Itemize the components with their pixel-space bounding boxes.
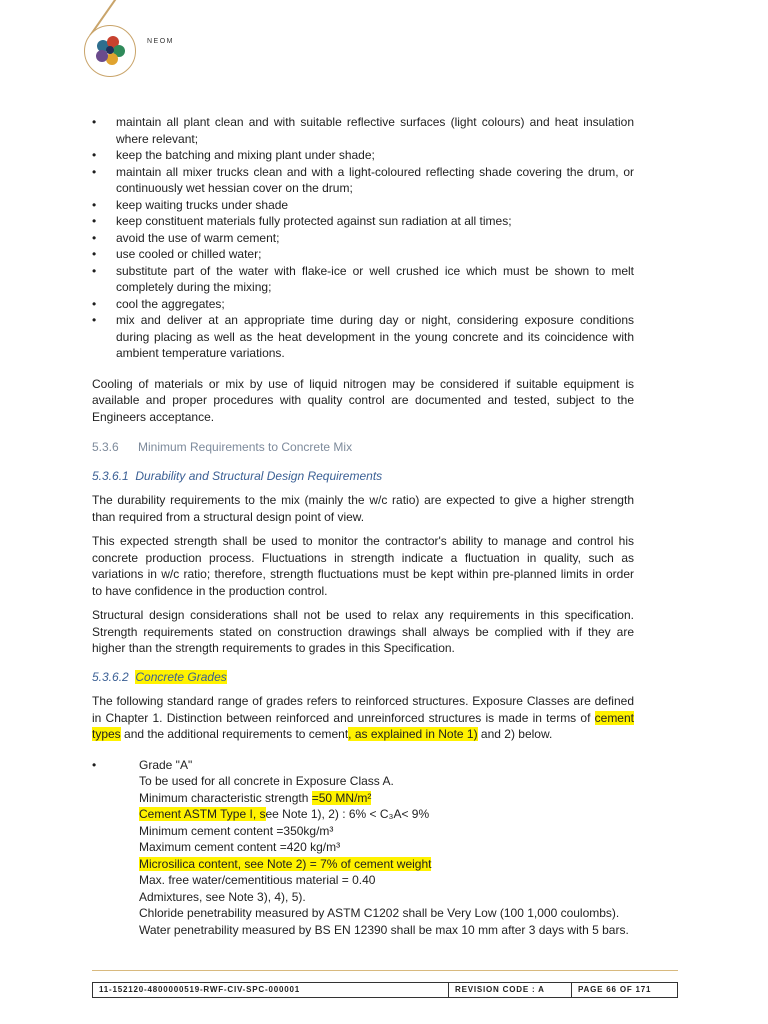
paragraph-durability: The durability requirements to the mix (mainly the w/c ratio) are expected to give a higher strength than required from a structural design point of view. bbox=[92, 493, 634, 524]
grade-max-cement: Maximum cement content =420 kg/m³ bbox=[139, 840, 341, 854]
paragraph-cooling: Cooling of materials or mix by use of liquid nitrogen may be considered if suitable equipment is available and proper procedures with quality control are documented and tested, subject to the Engineers acceptance. bbox=[92, 376, 634, 424]
text-span: Minimum characteristic strength bbox=[139, 790, 312, 805]
highlight-cement-type: Cement ASTM Type I, s bbox=[139, 807, 266, 821]
highlight-strength: =50 MN/m² bbox=[311, 790, 372, 805]
list-item: • maintain all plant clean and with suitable reflective surfaces (light colours) and heat insulation where relevant; bbox=[92, 114, 634, 147]
grade-microsilica bbox=[139, 856, 634, 873]
footer-revision: REVISION CODE : A bbox=[448, 982, 571, 998]
footer-page-number: PAGE 66 OF 171 bbox=[571, 982, 678, 998]
section-heading-5-3-6 bbox=[92, 439, 634, 456]
text-span: and 2) below. bbox=[477, 727, 553, 741]
footer bbox=[92, 982, 678, 998]
list-item: • use cooled or chilled water; bbox=[92, 246, 634, 263]
grade-chloride: Chloride penetrability measured by ASTM C1202 shall be Very Low (100 1,000 coulombs). bbox=[139, 906, 620, 920]
list-item: • maintain all mixer trucks clean and with a light-coloured reflecting shade covering the drum, or continuously wet hessian cover on the drum; bbox=[92, 164, 634, 197]
text-span: The following standard range of grades refers to reinforced structures. Exposure Classes are defined in Chapter 1. Distinction between reinforced and unreinforced structures is made in terms of bbox=[92, 694, 634, 725]
grade-strength bbox=[139, 790, 634, 807]
logo-text: NEOM bbox=[147, 38, 174, 45]
grade-water-penetrability: Water penetrability measured by BS EN 12390 shall be max 10 mm after 3 days with 5 bars. bbox=[139, 922, 629, 937]
section-heading-5-3-6-1 bbox=[92, 468, 634, 485]
list-item: • cool the aggregates; bbox=[92, 296, 634, 313]
list-item: • mix and deliver at an appropriate time during day or night, considering exposure conditions during placing as well as the heat development in the young concrete and its coincidence with ambient temperature variations. bbox=[92, 312, 634, 362]
paragraph-expected-strength: This expected strength shall be used to monitor the contractor's ability to manage and control his concrete production process. Fluctuations in strength indicate a fluctuation in quality, such as variations in w/c ratio; therefore, strength fluctuations must be kept within pre-planned limits in order to have confidence in the production control. bbox=[92, 534, 634, 598]
highlight-cement-types: cement types bbox=[92, 710, 634, 741]
bullet-dot: • bbox=[92, 757, 97, 772]
list-item: • keep the batching and mixing plant under shade; bbox=[92, 147, 634, 164]
highlight-note-reference: , as explained in Note 1) bbox=[348, 727, 478, 741]
grade-title: Grade "A" bbox=[139, 757, 193, 772]
grade-min-cement: Minimum cement content =350kg/m³ bbox=[139, 823, 334, 838]
section-number: 5.3.6 bbox=[92, 440, 119, 454]
grade-admixtures: Admixtures, see Note 3), 4), 5). bbox=[139, 889, 306, 904]
grade-water-ratio: Max. free water/cementitious material = 0.40 bbox=[139, 873, 376, 887]
neom-emblem-icon bbox=[85, 26, 135, 76]
highlight-microsilica: Microsilica content, see Note 2) = 7% of cement weight bbox=[139, 856, 432, 871]
paragraph-structural-design: Structural design considerations shall not be used to relax any requirements in this specification. Strength requirements stated on construction drawings shall always be complied with if they are higher than the strength requirements to grades in this Specification. bbox=[92, 608, 634, 655]
text-span: ee Note 1), 2) : 6% < C₃A< 9% bbox=[265, 807, 430, 821]
neom-logo bbox=[84, 25, 136, 77]
text-span: and the additional requirements to cement bbox=[120, 727, 349, 741]
list-item: • substitute part of the water with flake-ice or well crushed ice which must be shown to melt completely during the mixing; bbox=[92, 263, 634, 296]
section-number: 5.3.6.1 bbox=[92, 468, 129, 483]
section-title: Minimum Requirements to Concrete Mix bbox=[138, 440, 353, 454]
list-item: • keep waiting trucks under shade bbox=[92, 197, 634, 214]
paragraph-grades bbox=[92, 693, 634, 743]
section-title: Concrete Grades bbox=[135, 669, 227, 684]
document-body bbox=[92, 114, 634, 938]
bullet-list bbox=[92, 114, 634, 362]
section-number: 5.3.6.2 bbox=[92, 669, 129, 684]
grade-use: To be used for all concrete in Exposure Class A. bbox=[139, 774, 394, 788]
grade-a-block bbox=[92, 757, 634, 939]
section-title: Durability and Structural Design Requirements bbox=[135, 468, 383, 483]
footer-divider bbox=[92, 970, 678, 971]
grade-cement-type bbox=[139, 806, 634, 823]
section-heading-5-3-6-2 bbox=[92, 669, 634, 686]
list-item: • keep constituent materials fully protected against sun radiation at all times; bbox=[92, 213, 634, 230]
list-item: • avoid the use of warm cement; bbox=[92, 230, 634, 247]
footer-doc-code: 11-152120-4800000519-RWF-CIV-SPC-000001 bbox=[92, 982, 448, 998]
